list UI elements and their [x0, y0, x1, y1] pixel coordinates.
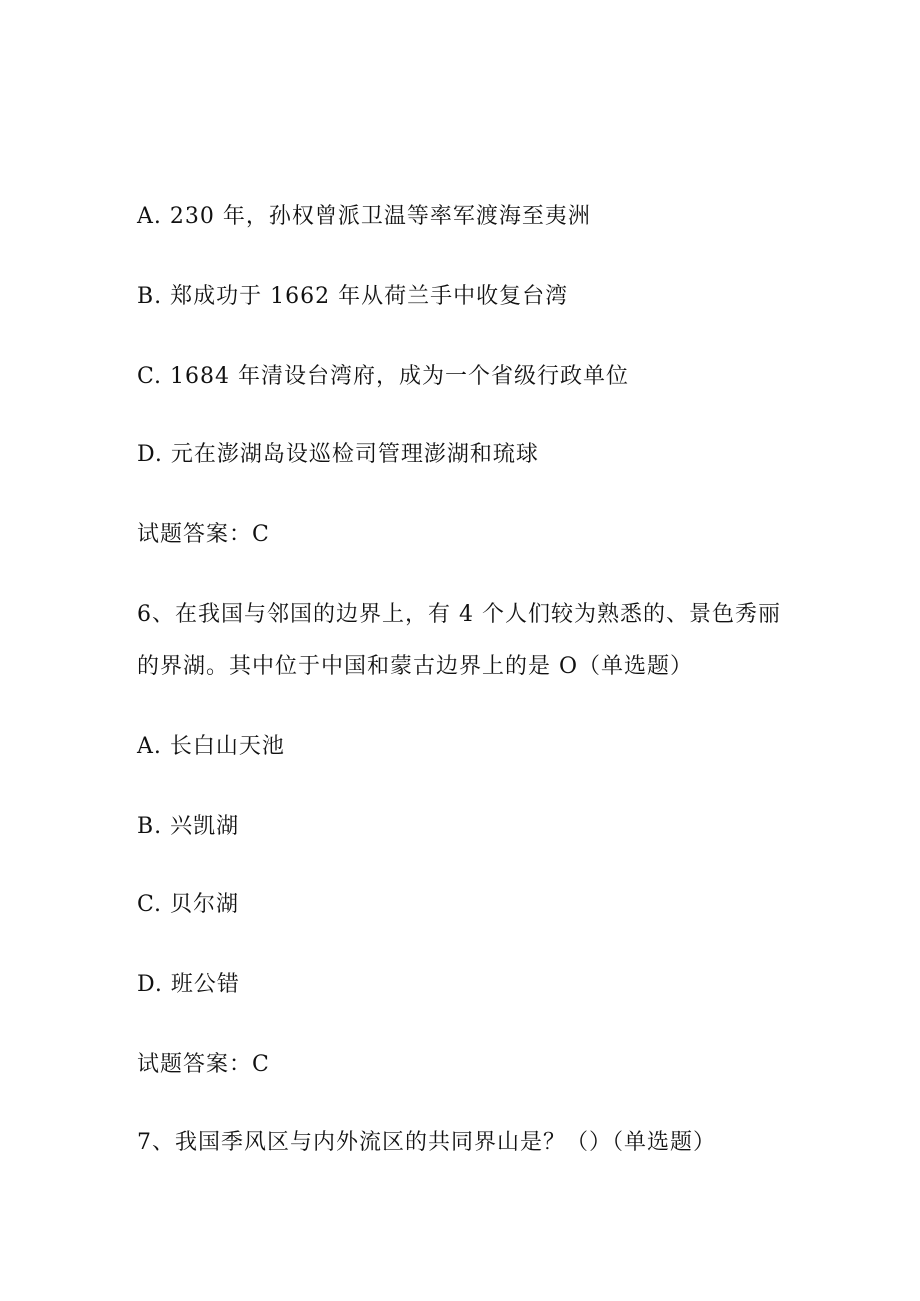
q5-option-d: D. 元在澎湖岛设巡检司管理澎湖和琉球 [137, 442, 539, 467]
q6-answer: 试题答案：C [137, 1052, 270, 1077]
q5-option-c: C. 1684 年清设台湾府，成为一个省级行政单位 [137, 364, 630, 389]
q7-stem-line1: 7、我国季风区与内外流区的共同界山是？（）（单选题） [137, 1130, 716, 1155]
q6-stem-line2: 的界湖。其中位于中国和蒙古边界上的是 O（单选题） [137, 654, 694, 679]
q5-answer: 试题答案：C [137, 522, 270, 547]
q5-option-a: A. 230 年，孙权曾派卫温等率军渡海至夷洲 [137, 204, 591, 229]
q6-option-c: C. 贝尔湖 [137, 892, 240, 917]
q6-option-b: B. 兴凯湖 [137, 814, 240, 839]
q6-stem-line1: 6、在我国与邻国的边界上，有 4 个人们较为熟悉的、景色秀丽 [137, 602, 781, 627]
q6-option-a: A. 长白山天池 [137, 734, 285, 759]
q6-option-d: D. 班公错 [137, 972, 240, 997]
q5-option-b: B. 郑成功于 1662 年从荷兰手中收复台湾 [137, 284, 569, 309]
